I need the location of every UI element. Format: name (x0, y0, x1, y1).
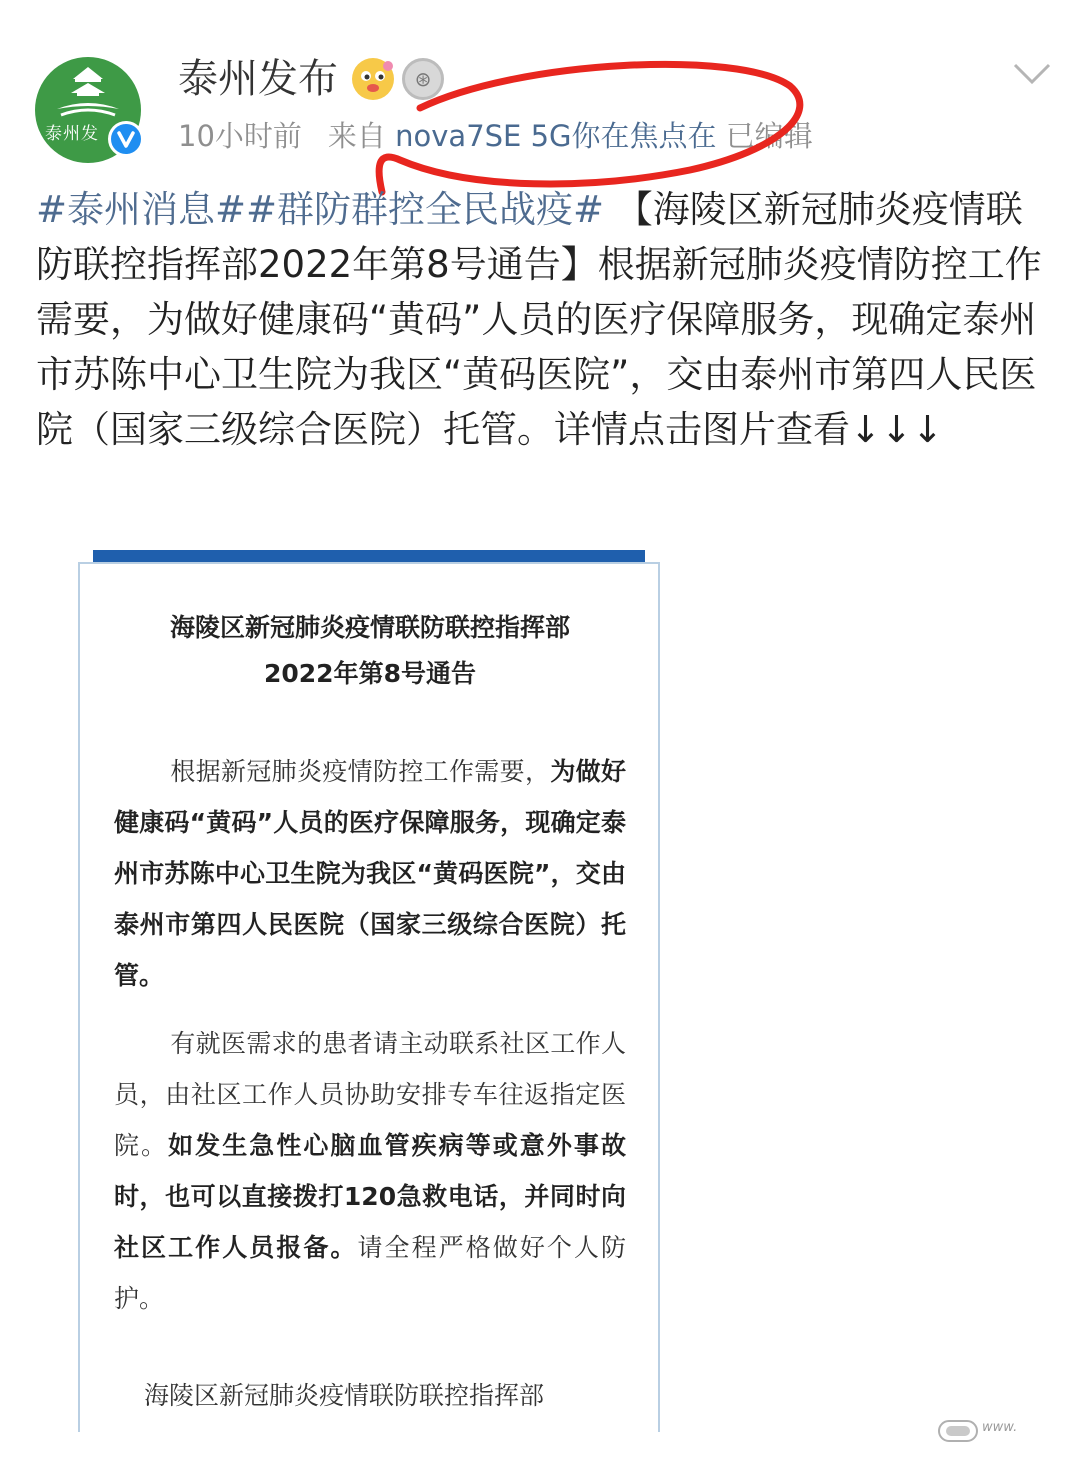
hashtag-link[interactable]: #泰州消息# (36, 188, 247, 231)
watermark-text: www. (982, 1420, 1018, 1435)
post-meta (178, 115, 813, 157)
notice-p2-tail: 请全程严格做好个人防护。 (114, 1233, 626, 1313)
medal-glyph: ⊛ (414, 67, 432, 91)
username[interactable]: 泰州发布 (178, 56, 338, 102)
source-prefix: 来自 (327, 119, 386, 153)
avatar-text: 泰州发 (45, 124, 99, 144)
notice-p2-normal: 有就医需求的患者请主动联系社区工作人员，由社区工作人员协助安排专车往返指定医院。 (114, 1029, 626, 1160)
emoji-face-badge-icon[interactable] (352, 58, 394, 100)
notice-title-line1: 海陵区新冠肺炎疫情联防联控指挥部 (169, 613, 570, 642)
watermark-logo-icon (938, 1418, 978, 1444)
medal-badge-icon[interactable] (402, 58, 444, 100)
notice-image[interactable] (78, 562, 660, 1432)
notice-p1-bold: 为做好健康码“黄码”人员的医疗保障服务，现确定泰州市苏陈中心卫生院为我区“黄码医院”，交由泰州市第四人民医院（国家三级综合医院）托管。 (114, 757, 626, 990)
notice-paragraph-2 (114, 1018, 626, 1324)
watermark (938, 1418, 1070, 1446)
chevron-down-icon[interactable] (1012, 62, 1052, 86)
edited-label[interactable]: 已编辑 (725, 119, 813, 153)
source-device[interactable]: nova7SE 5G你在焦点在 (395, 119, 717, 153)
notice-p2-bold: 如发生急性心脑血管疾病等或意外事故时，也可以直接拨打120急救电话，并同时向社区工作人员报备。 (114, 1131, 626, 1262)
post-text (36, 182, 1046, 457)
hashtag-link[interactable]: #群防群控全民战疫# (246, 188, 605, 231)
notice-title-line2: 2022年第8号通告 (264, 659, 476, 688)
verified-icon (108, 121, 144, 157)
notice-paragraph-1 (114, 746, 626, 1001)
post-body: 【海陵区新冠肺炎疫情联防联控指挥部2022年第8号通告】根据新冠肺炎疫情防控工作需要，为做好健康码“黄码”人员的医疗保障服务，现确定泰州市苏陈中心卫生院为我区“黄码医院”，交由泰州市第四人民医院（国家三级综合医院）托管。详情点击图片查看↓↓↓ (36, 188, 1042, 451)
post-time: 10小时前 (178, 119, 302, 153)
notice-p1-normal: 根据新冠肺炎疫情防控工作需要， (170, 757, 551, 786)
notice-signature: 海陵区新冠肺炎疫情联防联控指挥部 (144, 1381, 545, 1410)
